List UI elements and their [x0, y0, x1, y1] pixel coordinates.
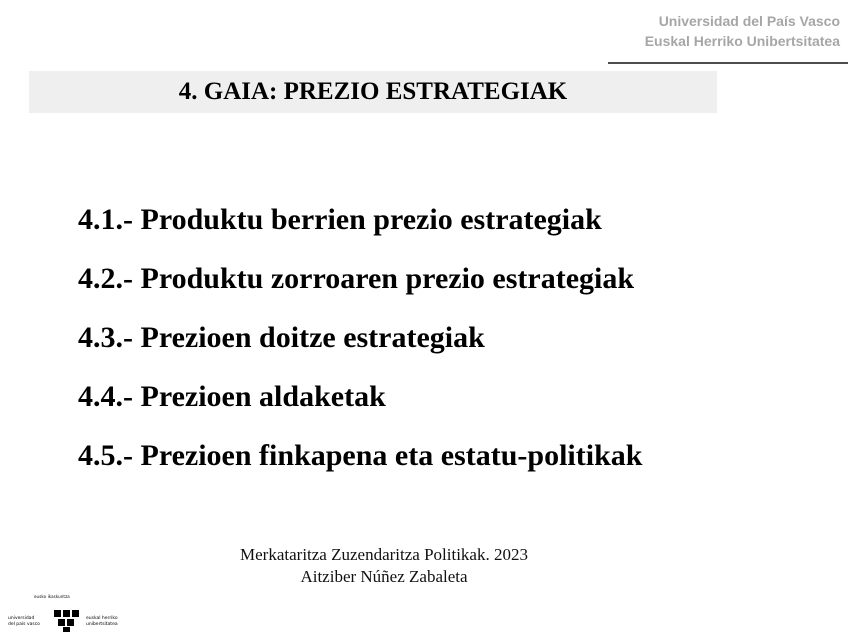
logo-left-line: del país vasco [8, 622, 40, 627]
logo-right-line: euskal herriko [86, 616, 118, 621]
university-logo [8, 594, 128, 634]
section-item: 4.2.- Produktu zorroaren prezio estrategiak [78, 262, 635, 295]
section-item: 4.5.- Prezioen finkapena eta estatu-politikak [78, 439, 643, 472]
section-item: 4.4.- Prezioen aldaketak [78, 380, 386, 413]
logo-left-line: universidad [8, 616, 35, 621]
logo-left-text [8, 616, 40, 628]
course-name: Merkataritza Zuzendaritza Politikak. 2023 [240, 545, 528, 564]
section-item: 4.3.- Prezioen doitze estrategiak [78, 321, 485, 354]
author-name: Aitziber Núñez Zabaleta [300, 567, 468, 586]
section-list [78, 190, 642, 485]
university-name-es: Universidad del País Vasco [658, 13, 840, 29]
university-header [645, 11, 840, 51]
university-name-eu: Euskal Herriko Unibertsitatea [644, 33, 840, 49]
logo-right-text [86, 616, 118, 628]
header-divider [608, 62, 848, 64]
logo-right-line: unibertsitatea [86, 622, 118, 627]
slide-title: 4. GAIA: PREZIO ESTRATEGIAK [178, 78, 568, 105]
logo-mark-icon [52, 607, 84, 633]
logo-top-text: eusko ikaskuntza [34, 594, 70, 599]
section-item: 4.1.- Produktu berrien prezio estrategiak [78, 203, 602, 236]
slide-footer [0, 544, 768, 588]
